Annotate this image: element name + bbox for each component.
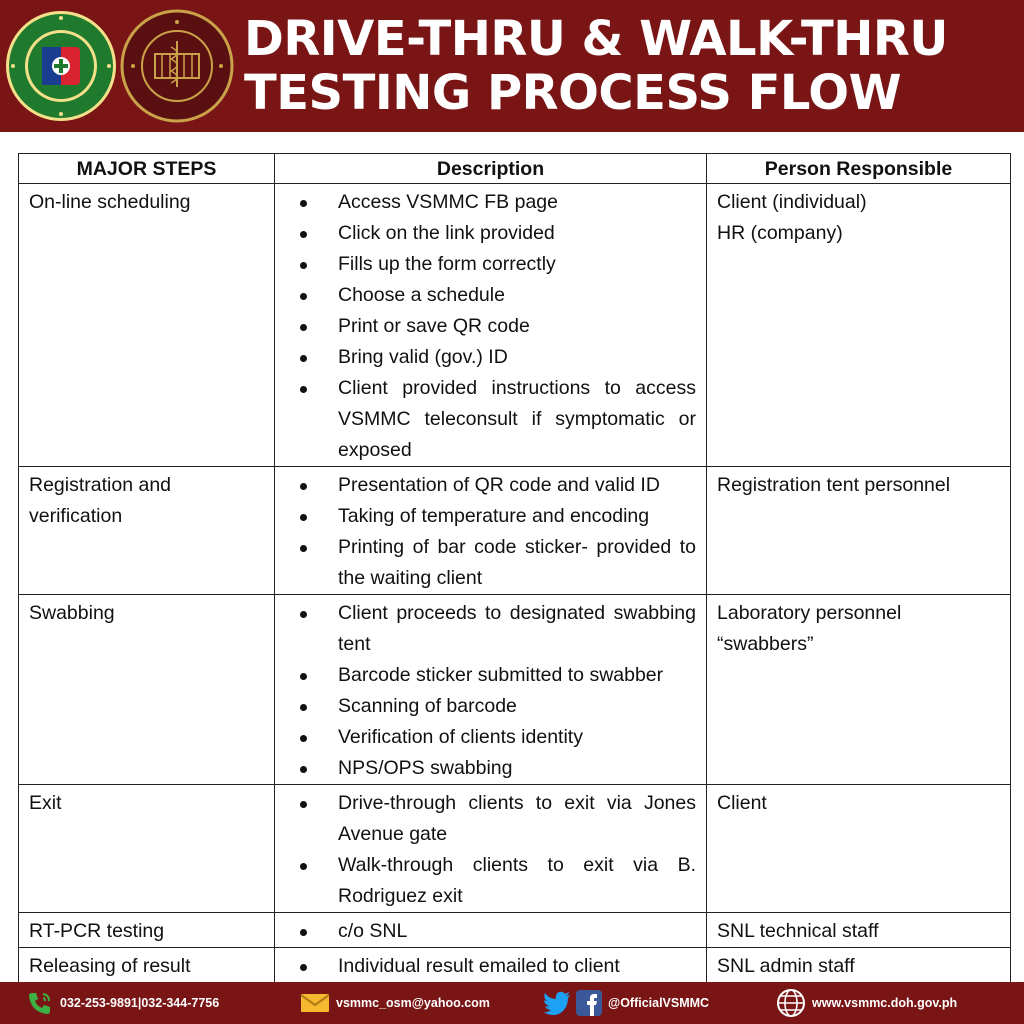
footer-social-handle[interactable]: @OfficialVSMMC <box>608 996 710 1010</box>
major-step-cell: Registration and verification <box>19 467 275 595</box>
description-list <box>275 788 696 912</box>
table-row <box>19 467 1011 595</box>
description-cell <box>275 785 707 913</box>
phone-icon <box>26 989 54 1017</box>
list-item: Printing of bar code sticker- provided to the waiting client <box>275 532 696 594</box>
table-row <box>19 913 1011 948</box>
list-item: Taking of temperature and encoding <box>275 501 696 532</box>
description-cell <box>275 184 707 467</box>
major-step-cell: RT-PCR testing <box>19 913 275 948</box>
list-item: Client proceeds to designated swabbing tent <box>275 598 696 660</box>
person-responsible-text: Client (individual) <box>717 191 867 213</box>
description-cell <box>275 913 707 948</box>
person-responsible-cell <box>707 948 1011 983</box>
description-list <box>275 598 696 784</box>
person-responsible-text: SNL technical staff <box>717 920 879 942</box>
list-item: Access VSMMC FB page <box>275 187 696 218</box>
list-item: Presentation of QR code and valid ID <box>275 470 696 501</box>
table-row <box>19 595 1011 785</box>
list-item: Verification of clients identity <box>275 722 696 753</box>
footer-phone <box>26 982 219 1024</box>
list-item: Client provided instructions to access VSMMC teleconsult if symptomatic or exposed <box>275 373 696 466</box>
list-item: Bring valid (gov.) ID <box>275 342 696 373</box>
person-responsible-cell <box>707 184 1011 467</box>
description-list <box>275 916 696 947</box>
table-row <box>19 785 1011 913</box>
list-item: Drive-through clients to exit via Jones Avenue gate <box>275 788 696 850</box>
description-list <box>275 951 696 982</box>
footer-email[interactable] <box>300 982 490 1024</box>
list-item: NPS/OPS swabbing <box>275 753 696 784</box>
column-header-description: Description <box>275 154 707 184</box>
footer-email-text[interactable]: vsmmc_osm@yahoo.com <box>336 996 490 1010</box>
person-responsible-cell <box>707 595 1011 785</box>
footer-social[interactable] <box>542 982 709 1024</box>
process-flow-table <box>18 153 1011 983</box>
description-cell <box>275 948 707 983</box>
facebook-icon[interactable] <box>576 990 602 1016</box>
header-banner <box>0 0 1024 132</box>
person-responsible-text: Client <box>717 792 767 814</box>
footer-contact-bar <box>0 982 1024 1024</box>
description-list <box>275 470 696 594</box>
person-responsible-text: “swabbers” <box>717 633 814 655</box>
footer-phone-text: 032-253-9891|032-344-7756 <box>60 996 220 1010</box>
page-title <box>244 12 1020 120</box>
envelope-icon <box>300 992 330 1014</box>
list-item: Choose a schedule <box>275 280 696 311</box>
department-of-health-seal-icon <box>4 9 118 123</box>
description-list <box>275 187 696 466</box>
person-responsible-text: Registration tent personnel <box>717 474 951 496</box>
list-item: Print or save QR code <box>275 311 696 342</box>
person-responsible-cell <box>707 785 1011 913</box>
column-header-major-steps: MAJOR STEPS <box>19 154 275 184</box>
table-row <box>19 184 1011 467</box>
twitter-icon[interactable] <box>542 990 572 1016</box>
major-step-cell: On-line scheduling <box>19 184 275 467</box>
process-flow-table-container <box>18 153 1010 983</box>
major-step-cell: Exit <box>19 785 275 913</box>
list-item: Individual result emailed to client <box>275 951 696 982</box>
list-item: c/o SNL <box>275 916 696 947</box>
list-item: Fills up the form correctly <box>275 249 696 280</box>
footer-website[interactable] <box>776 982 957 1024</box>
list-item: Walk-through clients to exit via B. Rodriguez exit <box>275 850 696 912</box>
title-line-1: DRIVE-THRU & WALK-THRU <box>244 11 948 67</box>
title-line-2: TESTING PROCESS FLOW <box>244 65 902 121</box>
person-responsible-text: HR (company) <box>717 222 843 244</box>
table-row <box>19 948 1011 983</box>
vicente-sotto-memorial-medical-center-seal-icon <box>120 9 234 123</box>
description-cell <box>275 595 707 785</box>
major-step-cell: Swabbing <box>19 595 275 785</box>
list-item: Barcode sticker submitted to swabber <box>275 660 696 691</box>
person-responsible-cell <box>707 467 1011 595</box>
person-responsible-cell <box>707 913 1011 948</box>
description-cell <box>275 467 707 595</box>
person-responsible-text: Laboratory personnel <box>717 602 902 624</box>
table-header-row <box>19 154 1011 184</box>
person-responsible-text: SNL admin staff <box>717 955 855 977</box>
column-header-person-responsible: Person Responsible <box>707 154 1011 184</box>
list-item: Scanning of barcode <box>275 691 696 722</box>
globe-icon <box>776 988 806 1018</box>
footer-website-link[interactable]: www.vsmmc.doh.gov.ph <box>812 996 958 1010</box>
major-step-cell: Releasing of result <box>19 948 275 983</box>
list-item: Click on the link provided <box>275 218 696 249</box>
